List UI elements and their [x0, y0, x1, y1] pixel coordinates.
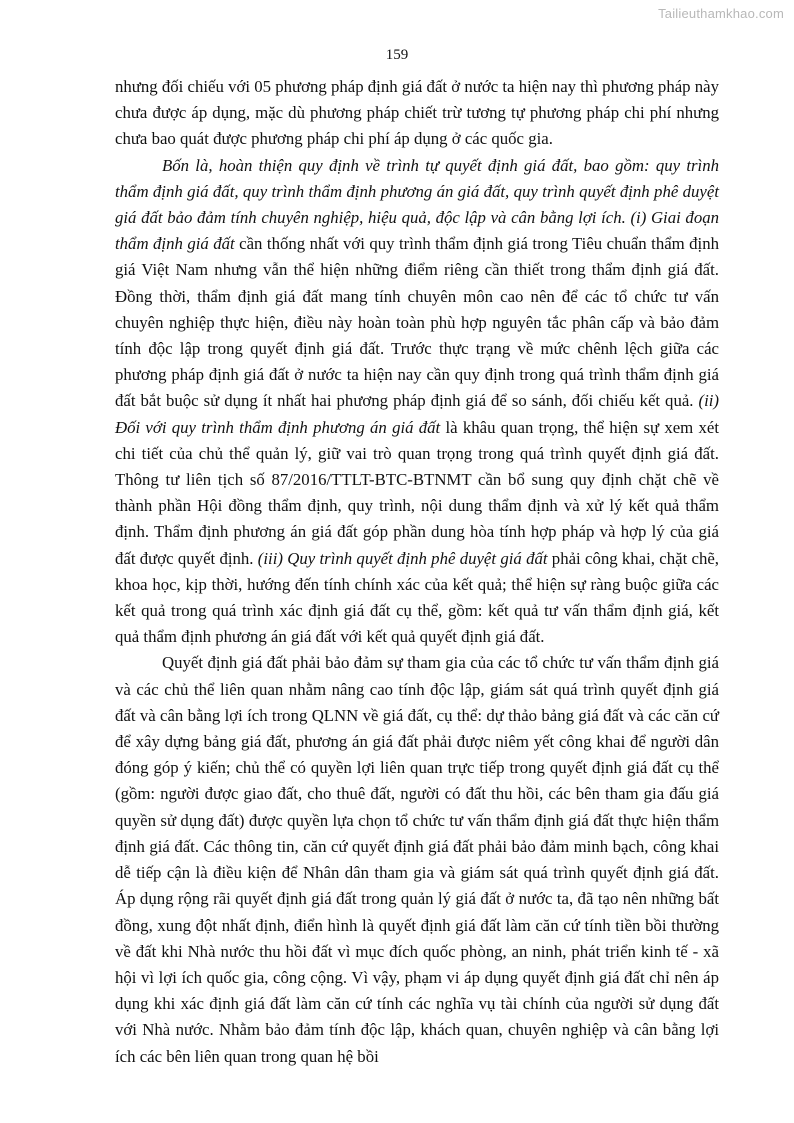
- paragraph-3: Quyết định giá đất phải bảo đảm sự tham gia của các tổ chức tư vấn thẩm định giá và các chủ thể liên quan nhằm nâng cao tính độc lập, giám sát quá trình quyết định giá đất và cân bằng lợi ích trong QLNN về giá đất, cụ thể: dự thảo bảng giá đất và các căn cứ để xây dựng bảng giá đất, phương án giá đất phải được niêm yết công khai để người dân đóng góp ý kiến; chủ thể có quyền lợi liên quan trực tiếp trong quyết định giá đất cụ thể (gồm: người được giao đất, cho thuê đất, người có đất thu hồi, các bên tham gia đấu giá quyền sử dụng đất) được quyền lựa chọn tổ chức tư vấn thẩm định giá đất thực hiện thẩm định giá đất. Các thông tin, căn cứ quyết định giá đất phải bảo đảm minh bạch, công khai dễ tiếp cận là điều kiện để Nhân dân tham gia và giám sát quá trình quyết định giá đất. Áp dụng rộng rãi quyết định giá đất trong quản lý giá đất ở nước ta, đã tạo nên những bất đồng, xung đột nhất định, điển hình là quyết định giá đất làm căn cứ tính tiền bồi thường về đất khi Nhà nước thu hồi đất vì mục đích quốc phòng, an ninh, phát triển kinh tế - xã hội vì lợi ích quốc gia, công cộng. Vì vậy, phạm vi áp dụng quyết định giá đất chỉ nên áp dụng khi xác định giá đất làm căn cứ tính các nghĩa vụ tài chính của người sử dụng đất với Nhà nước. Nhằm bảo đảm tính độc lập, khách quan, chuyên nghiệp và cân bằng lợi ích các bên liên quan trong quan hệ bồi: [115, 653, 719, 1066]
- paragraph-2-italic-3: (iii) Quy trình quyết định phê duyệt giá đất: [257, 548, 548, 568]
- paragraph-2-text-3: phải công khai, chặt chẽ, khoa học, kịp thời, hướng đến tính chính xác của kết quả; thể hiện sự ràng buộc giữa các kết quả trong quá trình xác định giá đất cụ thể, gồm: kết quả tư vấn thẩm định giá, kết quả thẩm định phương án giá đất với kết quả quyết định giá đất.: [115, 548, 720, 647]
- watermark: Tailieuthamkhao.com: [658, 6, 784, 21]
- paragraph-2-text-1: cần thống nhất với quy trình thẩm định giá trong Tiêu chuẩn thẩm định giá Việt Nam nhưng vẫn thể hiện những điểm riêng cần thiết trong thẩm định giá đất. Đồng thời, thẩm định giá đất mang tính chuyên môn cao nên để các tổ chức tư vấn chuyên nghiệp thực hiện, điều này hoàn toàn phù hợp nguyên tắc phân cấp và bảo đảm tính độc lập trong quyết định giá đất. Trước thực trạng về mức chênh lệch giữa các phương pháp định giá đất ở nước ta hiện nay cần quy định trong quá trình thẩm định giá đất bắt buộc sử dụng ít nhất hai phương pháp định giá để so sánh, đối chiếu kết quả.: [115, 234, 720, 411]
- paragraph-2-italic-1: Bốn là, hoàn thiện quy định về trình tự quyết định giá đất, bao gồm: quy trình thẩm định giá đất, quy trình thẩm định phương án giá đất, quy trình quyết định phê duyệt giá đất bảo đảm tính chuyên nghiệp, hiệu quả, độc lập và cân bằng lợi ích. (i) Giai đoạn thẩm định giá đất: [115, 155, 719, 254]
- page-number: 159: [385, 47, 409, 63]
- paragraph-2-text-2: là khâu quan trọng, thể hiện sự xem xét chi tiết của chủ thể quản lý, giữ vai trò quan trọng trong quá trình quyết định giá đất. Thông tư liên tịch số 87/2016/TTLT-BTC-BTNMT cần bổ sung quy định chặt chẽ về thành phần Hội đồng thẩm định, quy trình, nội dung thẩm định và xử lý kết quả thẩm định. Thẩm định phương án giá đất góp phần dung hòa tính hợp pháp và hợp lý của giá đất được quyết định.: [115, 417, 719, 568]
- document-body: [115, 74, 719, 1070]
- paragraph-2-italic-2: (ii) Đối với quy trình thẩm định phương án giá đất: [115, 391, 719, 437]
- paragraph-2: [115, 153, 719, 651]
- paragraph-1: nhưng đối chiếu với 05 phương pháp định giá đất ở nước ta hiện nay thì phương pháp này chưa được áp dụng, mặc dù phương pháp chiết trừ tương tự phương pháp chi phí nhưng chưa bao quát được phương pháp chi phí áp dụng ở các quốc gia.: [115, 77, 719, 149]
